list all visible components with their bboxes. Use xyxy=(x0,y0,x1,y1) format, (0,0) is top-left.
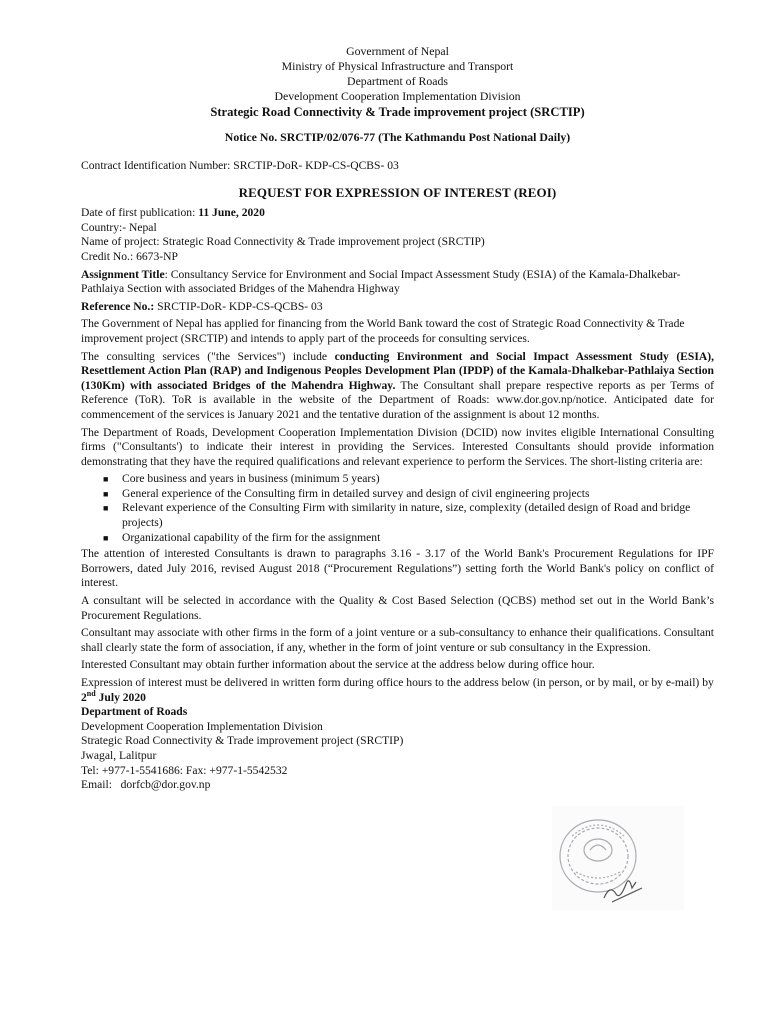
paragraph-conflict: The attention of interested Consultants is drawn to paragraphs 3.16 - 3.17 of the World Bank's Procurement Regulations for IPF Borrowers, dated July 2016, revised August 2018 (“Procurement Regulations”) setting forth the World Bank's policy on conflict of interest. xyxy=(81,547,714,590)
paragraph-invitation: The Department of Roads, Development Cooperation Implementation Division (DCID) now invites eligible International Consulting firms ("Consultants') to indicate their interest in providing the Services. Interested Consultants should provide information demonstrating that they have the required qualifications and relevant experience to perform the Services. The short-listing criteria are: xyxy=(81,425,714,468)
deadline-date xyxy=(81,688,146,704)
date-label: Date of first publication: xyxy=(81,206,199,220)
criteria-item xyxy=(81,501,714,530)
reference-label: Reference No.: xyxy=(81,299,155,313)
paragraph-selection: A consultant will be selected in accordance with the Quality & Cost Based Selection (QCBS) method set out in the World Bank’s Procurement Regulations. xyxy=(81,594,714,622)
notice-document xyxy=(81,44,714,793)
header-ministry: Ministry of Physical Infrastructure and Transport xyxy=(281,59,514,73)
address-department: Department of Roads xyxy=(81,705,188,719)
address-block xyxy=(81,705,714,793)
deadline-suffix: nd xyxy=(86,688,96,698)
services-details: The Consultant shall prepare respective reports as per Terms of Reference (ToR). ToR is available in the website of the Department of Roads: www.dor.gov.np/notice. Anticipated date for commencement of the services is January 2021 and the tentative duration of the assignment is about 12 months. xyxy=(81,378,714,421)
date-value: 11 June, 2020 xyxy=(198,206,265,220)
services-scope: conducting Environment and Social Impact Assessment Study (ESIA), Resettlement Action Plan (RAP) and Indigenous Peoples Development Plan (IPDP) of the Kamala-Dhalkebar-Pathlaiya Section (130Km) with associated Bridges of the Mahendra Highway. xyxy=(81,349,715,392)
criteria-text: General experience of the Consulting firm in detailed survey and design of civil engineering projects xyxy=(122,486,590,500)
header-division: Development Cooperation Implementation Division xyxy=(274,89,521,103)
address-location: Jwagal, Lalitpur xyxy=(81,748,157,762)
criteria-item xyxy=(81,531,714,546)
deadline-month-year: July 2020 xyxy=(95,690,146,704)
reference-value: SRCTIP-DoR- KDP-CS-QCBS- 03 xyxy=(154,299,323,313)
address-division: Development Cooperation Implementation Division xyxy=(81,719,323,733)
country: Country:- Nepal xyxy=(81,220,157,234)
criteria-list xyxy=(81,472,714,545)
document-title: REQUEST FOR EXPRESSION OF INTEREST (REOI) xyxy=(238,184,557,200)
header-project: Strategic Road Connectivity & Trade improvement project (SRCTIP) xyxy=(210,105,585,119)
contract-id: Contract Identification Number: SRCTIP-DoR- KDP-CS-QCBS- 03 xyxy=(81,159,399,172)
credit-number: Credit No.: 6673-NP xyxy=(81,249,178,263)
official-stamp-icon xyxy=(552,806,684,910)
criteria-item xyxy=(81,472,714,487)
paragraph-information: Interested Consultant may obtain further information about the service at the address below during office hour. xyxy=(81,658,595,672)
reference-number xyxy=(81,300,714,315)
deadline-text: Expression of interest must be delivered in written form during office hours to the address below (in person, or by mail, or by e-mail) by xyxy=(81,676,714,689)
assignment-title xyxy=(81,268,714,297)
header-government: Government of Nepal xyxy=(346,44,449,58)
header-department: Department of Roads xyxy=(347,74,448,88)
bullet-icon: ■ xyxy=(103,503,109,514)
assignment-text: : Consultancy Service for Environment and Social Impact Assessment Study (ESIA) of the Kamala-Dhalkebar-Pathlaiya Section with associated Bridges of the Mahendra Highway xyxy=(81,267,681,296)
email-link[interactable]: dorfcb@dor.gov.np xyxy=(120,778,211,792)
project-name: Name of project: Strategic Road Connectivity & Trade improvement project (SRCTIP) xyxy=(81,235,485,249)
services-intro: The consulting services ("the Services") include xyxy=(81,349,335,363)
address-email-row xyxy=(81,778,714,793)
deadline-day: 2 xyxy=(81,690,87,704)
header-block xyxy=(81,44,714,145)
address-project: Strategic Road Connectivity & Trade improvement project (SRCTIP) xyxy=(81,734,404,748)
notice-number: Notice No. SRCTIP/02/076-77 (The Kathmandu Post National Daily) xyxy=(224,130,571,144)
paragraph-financing: The Government of Nepal has applied for financing from the World Bank toward the cost of Strategic Road Connectivity & Trade improvement project (SRCTIP) and intends to apply part of the proceeds for consulting services. xyxy=(81,317,685,345)
paragraph-deadline xyxy=(81,676,714,705)
bullet-icon: ■ xyxy=(103,488,109,499)
criteria-text: Organizational capability of the firm for the assignment xyxy=(122,530,381,544)
criteria-item xyxy=(81,487,714,502)
criteria-text: Relevant experience of the Consulting Firm with similarity in nature, size, complexity (detailed design of Road and bridge projects) xyxy=(122,501,691,530)
publication-info xyxy=(81,206,714,264)
email-label: Email: xyxy=(81,778,112,792)
paragraph-services xyxy=(81,350,714,423)
paragraph-association: Consultant may associate with other firms in the form of a joint venture or a sub-consultancy to enhance their qualifications. Consultant shall clearly state the form of association, if any, whether in the form of joint venture or sub consultancy in the Expression. xyxy=(81,626,714,654)
bullet-icon: ■ xyxy=(103,532,109,543)
bullet-icon: ■ xyxy=(103,474,109,485)
address-phone-fax: Tel: +977-1-5541686: Fax: +977-1-5542532 xyxy=(81,763,288,777)
assignment-label: Assignment Title xyxy=(81,267,165,281)
criteria-text: Core business and years in business (minimum 5 years) xyxy=(122,472,380,486)
